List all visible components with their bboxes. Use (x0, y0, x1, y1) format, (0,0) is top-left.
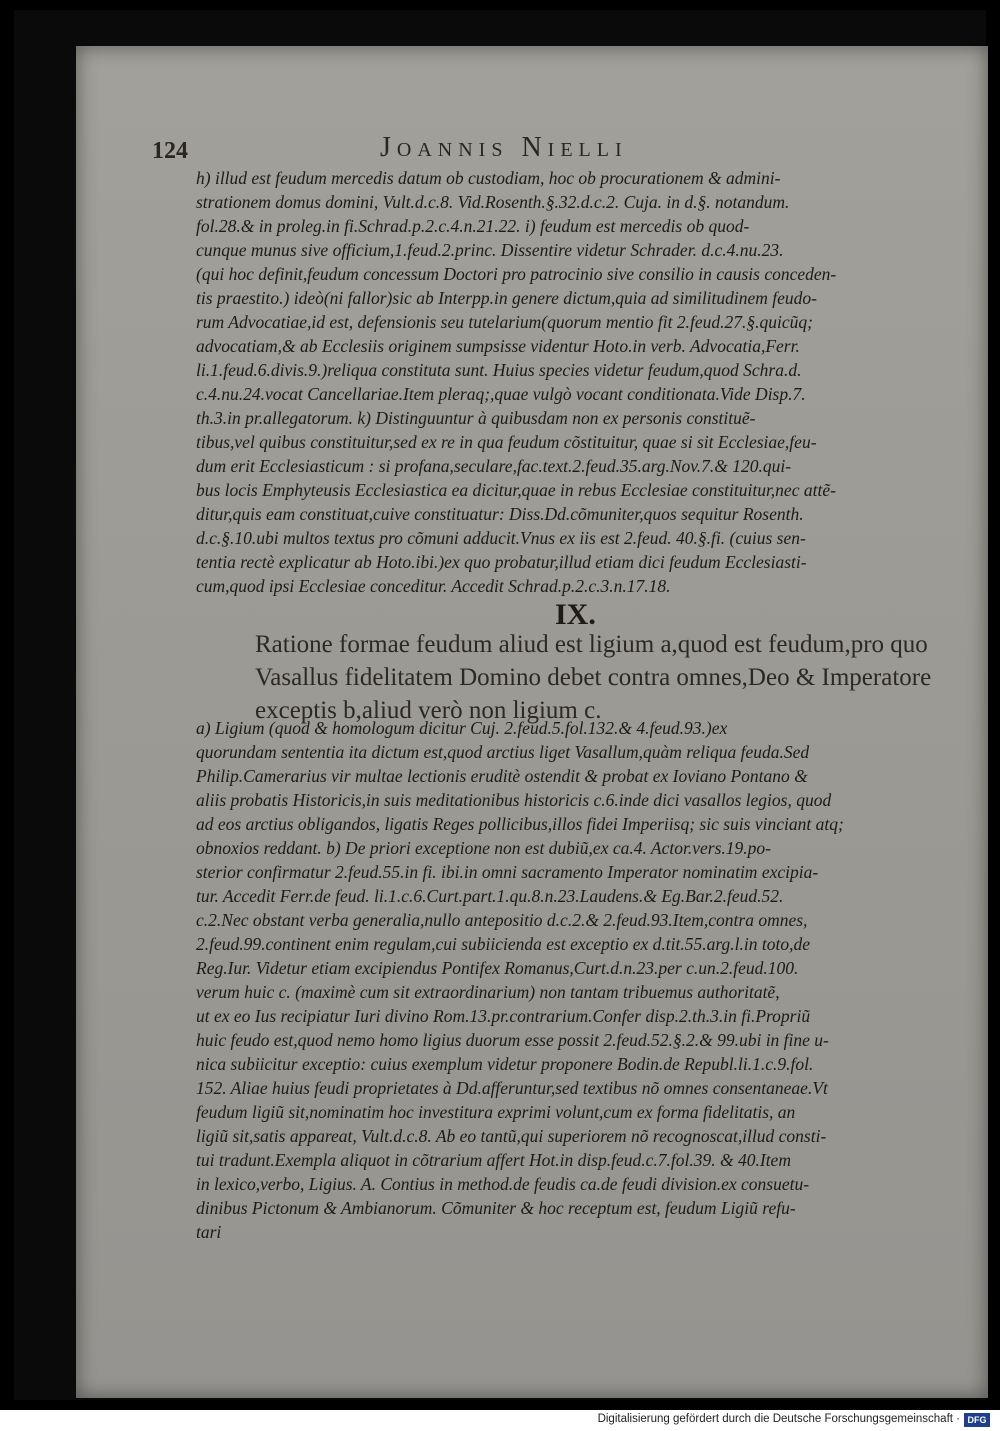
text-line: obnoxios reddant. b) De priori exceptione non est dubiũ,ex ca.4. Actor.vers.19.po- (196, 838, 771, 858)
text-line: cunque munus sive officium,1.feud.2.princ. Dissentire videtur Schrader. d.c.4.nu.23. (196, 240, 784, 260)
text-line: li.1.feud.6.divis.9.)reliqua constituta sunt. Huius species videtur feudum,quod Schra.d. (196, 360, 802, 380)
text-line: aliis probatis Historicis,in suis meditationibus historicis c.6.inde dici vasallos legios, quod (196, 790, 832, 810)
text-line: bus locis Emphyteusis Ecclesiastica ea dicitur,quae in rebus Ecclesiae constituitur,nec attẽ- (196, 480, 836, 500)
running-head: Joannis Nielli (380, 132, 628, 163)
text-line: h) illud est feudum mercedis datum ob custodiam, hoc ob procurationem & admini- (196, 168, 781, 188)
dfg-logo: DFG (964, 1413, 990, 1427)
text-line: Vasallus fidelitatem Domino debet contra omnes,Deo & Imperatore (255, 664, 932, 691)
section-number: IX. (555, 598, 596, 631)
text-line: tentia rectè explicatur ab Hoto.ibi.)ex quo probatur,illud etiam dici feudum Ecclesiasti- (196, 552, 807, 572)
text-line: th.3.in pr.allegatorum. k) Distinguuntur à quibusdam non ex personis constituẽ- (196, 408, 756, 428)
text-line: tibus,vel quibus constituitur,sed ex re in qua feudum cõstituitur, quae si sit Ecclesiae,feu- (196, 432, 817, 452)
text-line: ut ex eo Ius recipiatur Iuri divino Rom.13.pr.contrarium.Confer disp.2.th.3.in fi.Propriũ (196, 1006, 811, 1026)
footnotes-block-1 (196, 166, 948, 598)
text-line: ligiũ sit,satis appareat, Vult.d.c.8. Ab eo tantũ,qui superiorem nõ recognoscat,illud consti- (196, 1126, 827, 1146)
text-line: 2.feud.99.continent enim regulam,cui subiicienda est exceptio ex d.tit.55.arg.l.in toto,de (196, 934, 810, 954)
footnotes-block-2 (196, 716, 948, 1244)
text-line: Reg.Iur. Videtur etiam excipiendus Pontifex Romanus,Curt.d.n.23.per c.un.2.feud.100. (196, 958, 799, 978)
text-line: Philip.Camerarius vir multae lectionis eruditè ostendit & probat ex Ioviano Pontano & (196, 766, 808, 786)
text-line: quorundam sententia ita dictum est,quod arctius liget Vasallum,quàm reliqua feuda.Sed (196, 742, 810, 762)
text-line: dinibus Pictonum & Ambianorum. Cõmuniter & hoc receptum est, feudum Ligiũ refu- (196, 1198, 796, 1218)
text-line: cum,quod ipsi Ecclesiae conceditur. Accedit Schrad.p.2.c.3.n.17.18. (196, 576, 671, 596)
section-text (255, 628, 955, 727)
text-line: feudum ligiũ sit,nominatim hoc investitura exprimi volunt,cum ex forma fidelitatis, an (196, 1102, 796, 1122)
text-line: (qui hoc definit,feudum concessum Doctori pro patrocinio sive consilio in causis conceden- (196, 264, 837, 284)
page-number: 124 (152, 138, 188, 164)
text-line: exceptis b,aliud verò non ligium c. (255, 697, 602, 724)
text-line: tari (196, 1222, 222, 1242)
text-line: nica subiicitur exceptio: cuius exemplum videtur proponere Bodin.de Republ.li.1.c.9.fol. (196, 1054, 814, 1074)
text-line: Ratione formae feudum aliud est ligium a,quod est feudum,pro quo (255, 631, 928, 658)
text-line: tis praestito.) ideò(ni fallor)sic ab Interpp.in genere dictum,quia ad similitudinem feudo- (196, 288, 818, 308)
text-line: in lexico,verbo, Ligius. A. Contius in method.de feudis ca.de feudi division.ex consuetu- (196, 1174, 810, 1194)
text-line: fol.28.& in proleg.in fi.Schrad.p.2.c.4.n.21.22. i) feudum est mercedis ob quod- (196, 216, 750, 236)
text-line: a) Ligium (quod & homologum dicitur Cuj. 2.feud.5.fol.132.& 4.feud.93.)ex (196, 718, 728, 738)
text-line: c.2.Nec obstant verba generalia,nullo antepositio d.c.2.& 2.feud.93.Item,contra omnes, (196, 910, 808, 930)
text-line: verum huic c. (maximè cum sit extraordinarium) non tantam tribuemus authoritatẽ, (196, 982, 780, 1002)
text-line: ad eos arctius obligandos, ligatis Reges pollicibus,illos fidei Imperiisq; sic suis vinciant atq; (196, 814, 844, 834)
text-line: tui tradunt.Exempla aliquot in cõtrarium affert Hot.in disp.feud.c.7.fol.39. & 40.Item (196, 1150, 791, 1170)
text-line: tur. Accedit Ferr.de feud. li.1.c.6.Curt.part.1.qu.8.n.23.Laudens.& Eg.Bar.2.feud.52. (196, 886, 784, 906)
text-line: huic feudo est,quod nemo homo ligius duorum esse possit 2.feud.52.§.2.& 99.ubi in fine u- (196, 1030, 829, 1050)
text-line: c.4.nu.24.vocat Cancellariae.Item pleraq;,quae vulgò vocant conditionata.Vide Disp.7. (196, 384, 806, 404)
footer-credit: Digitalisierung gefördert durch die Deutsche Forschungsgemeinschaft · (597, 1413, 960, 1425)
text-line: ditur,quis eam constituat,cuive constituatur: Diss.Dd.cõmuniter,quos sequitur Rosenth. (196, 504, 804, 524)
text-line: 152. Aliae huius feudi proprietates à Dd.afferuntur,sed textibus nõ omnes consentaneae.Vt (196, 1078, 828, 1098)
text-line: dum erit Ecclesiasticum : si profana,seculare,fac.text.2.feud.35.arg.Nov.7.& 120.qui- (196, 456, 792, 476)
text-line: advocatiam,& ab Ecclesiis originem sumpsisse videntur Hoto.in verb. Advocatia,Ferr. (196, 336, 800, 356)
text-line: d.c.§.10.ubi multos textus pro cõmuni adducit.Vnus ex iis est 2.feud. 40.§.fi. (cuius sen- (196, 528, 806, 548)
text-line: sterior confirmatur 2.feud.55.in fi. ibi.in omni sacramento Imperator nominatim excipia- (196, 862, 819, 882)
text-line: rum Advocatiae,id est, defensionis seu tutelarium(quorum mentio fit 2.feud.27.§.quicũq; (196, 312, 813, 332)
text-line: strationem domus domini, Vult.d.c.8. Vid.Rosenth.§.32.d.c.2. Cuja. in d.§. notandum. (196, 192, 790, 212)
